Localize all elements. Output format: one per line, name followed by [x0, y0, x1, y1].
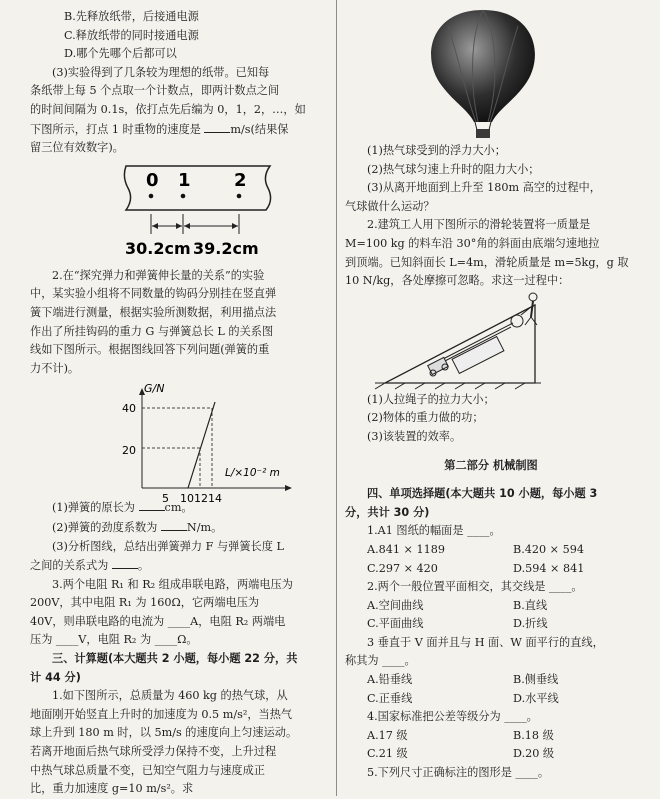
calc-1: 比，重力加速度 g=10 m/s²。求: [30, 782, 194, 796]
calc-1: 若离开地面后热气球所受浮力保持不变，上升过程: [30, 745, 277, 759]
section-3-title-b: 计 44 分): [30, 670, 81, 684]
mc-3b: 称其为 ____。: [345, 654, 416, 668]
left-column: [30, 8, 330, 799]
calc-1: 中热气球总质量不变，已知空气阻力与速度成正: [30, 763, 265, 777]
tape-dot-0: [149, 193, 154, 198]
column-divider: [336, 0, 337, 796]
mc-2: 2.两个一般位置平面相交，其交线是 ____。: [367, 580, 583, 594]
calc-2: 到顶端。已知斜面长 L=4m，滑轮质量是 m=5kg，g 取: [345, 255, 629, 269]
q2-line: 力不计)。: [30, 361, 80, 375]
calc-2: 10 N/kg，各处摩擦可忽略。求这一过程中：: [345, 274, 570, 288]
balloon-q3: (3)从离开地面到上升至 180m 高空的过程中，: [367, 181, 601, 195]
balloon-q1: (1)热气球受到的浮力大小；: [367, 144, 506, 157]
tape-dot-1: [181, 193, 186, 198]
question-2: [30, 267, 330, 379]
option-c: C.释放纸带的同时接通电源: [64, 28, 199, 42]
calc-2: 2.建筑工人用下图所示的滑轮装置将一质量是: [367, 218, 591, 232]
q2-line: 作出了所挂钩码的重力 G 与弹簧总长 L 的关系图: [30, 324, 274, 338]
pulley-q2: (2)物体的重力做的功；: [367, 411, 484, 425]
pulley-q3: (3)该装置的效率。: [367, 429, 462, 443]
q3-line3: 的时间间隔为 0.1s，依打点先后编为 0，1，2，…，如: [30, 102, 306, 116]
q3-circuit: 压为 ____V，电阻 R₂ 为 ____Ω。: [30, 633, 198, 647]
part-2-title: 第二部分 机械制图: [444, 458, 538, 472]
balloon-q3b: 气球做什么运动？: [345, 199, 435, 213]
answer-1: (1)弹簧的原长为 cm。: [30, 498, 330, 518]
graph-y40: 40: [122, 402, 136, 416]
tape-dot-2: [237, 193, 242, 198]
tape-label-2: 2: [234, 169, 247, 191]
graph-x10: 10: [180, 492, 194, 506]
mc-1-options: C.297 × 420 D.594 × 841: [367, 561, 585, 575]
mc-4: 4.国家标准把公差等级分为 ____。: [367, 710, 538, 724]
graph-x12: 12: [194, 492, 208, 506]
mc-1: 1.A1 图纸的幅面是 ____。: [367, 524, 501, 538]
mc-3-options: C.正垂线 D.水平线: [367, 691, 559, 705]
q2-line: 2.在“探究弹力和弹簧伸长量的关系”的实验: [52, 268, 265, 282]
q3-line2: 条纸带上每 5 个点取一个计数点，即两计数点之间: [30, 84, 280, 98]
q2-line: 线如下图所示。根据图线回答下列问题(弹簧的重: [30, 343, 270, 357]
q3-circuit: 40V，则串联电路的电流为 ____A，电阻 R₂ 两端电: [30, 614, 286, 628]
q2-line: 簧下端进行测量，根据实验所测数据，利用描点法: [30, 305, 277, 319]
graph-ylabel: G/N: [144, 382, 165, 396]
graph-line: [188, 402, 215, 488]
option-b: B.先释放纸带，后接通电源: [64, 10, 199, 23]
graph-xlabel: L/×10⁻² m: [225, 467, 280, 480]
tape-measure-2: 39.2cm: [193, 238, 259, 258]
mc-2-options: A.空间曲线 B.直线: [367, 598, 548, 612]
tape-measure-1: 30.2cm: [125, 238, 191, 258]
mc-4-options: C.21 级 D.20 级: [367, 747, 555, 761]
section-4-title-b: 分，共计 30 分): [345, 505, 430, 519]
spring-graph: [30, 378, 330, 506]
balloon-q2: (2)热气球匀速上升时的阻力大小；: [367, 162, 540, 176]
graph-y20: 20: [122, 444, 136, 458]
mc-4-options: A.17 级 B.18 级: [367, 728, 554, 742]
hot-air-balloon-image: [418, 6, 548, 140]
q3-circuit: 200V，其中电阻 R₁ 为 160Ω，它两端电压为: [30, 596, 260, 610]
mc-5: 5.下列尺寸正确标注的图形是 ____。: [367, 766, 550, 780]
pulley-slope-figure: [345, 291, 637, 391]
calc-1: 球上升到 180 m 时，以 5m/s 的速度向上匀速运动。: [30, 726, 298, 740]
q3-line1: (3)实验得到了几条较为理想的纸带。已知每: [52, 65, 270, 79]
right-column: [345, 142, 637, 783]
tape-label-1: 1: [178, 169, 191, 191]
tape-label-0: 0: [146, 169, 159, 191]
mc-3-options: A.铅垂线 B.侧垂线: [367, 673, 559, 687]
mc-1-options: A.841 × 1189 B.420 × 594: [367, 542, 584, 556]
pulley-q1: (1)人拉绳子的拉力大小；: [367, 392, 495, 406]
answer-2: (2)弹簧的劲度系数为 N/m。: [30, 518, 330, 538]
q2-line: 中，某实验小组将不同数量的钩码分别挂在竖直弹: [30, 287, 277, 301]
q3-line4: 下图所示，打点 1 时重物的速度是 m/s(结果保: [30, 120, 330, 140]
section-3-title: 三、计算题(本大题共 2 小题，每小题 22 分，共: [52, 652, 298, 666]
calc-1: 地面刚开始竖直上升时的加速度为 0.5 m/s²，当热气: [30, 707, 293, 721]
calc-2: M=100 kg 的料车沿 30°角的斜面由底端匀速地拉: [345, 236, 600, 250]
answers-2: [30, 498, 330, 799]
paper-tape-figure: [30, 158, 330, 258]
q3-circuit: 3.两个电阻 R₁ 和 R₂ 组成串联电路，两端电压为: [52, 577, 293, 591]
answer-3b: 之间的关系式为 。: [30, 556, 330, 576]
answer-3: (3)分析图线，总结出弹簧弹力 F 与弹簧长度 L: [52, 539, 284, 553]
mc-2-options: C.平面曲线 D.折线: [367, 617, 548, 631]
option-d: D.哪个先哪个后都可以: [64, 47, 177, 61]
graph-x5: 5: [162, 492, 169, 506]
q3-line5: 留三位有效数字)。: [30, 141, 124, 155]
section-4-title: 四、单项选择题(本大题共 10 小题，每小题 3: [367, 487, 598, 501]
calc-1: 1.如下图所示，总质量为 460 kg 的热气球，从: [52, 689, 288, 703]
mc-3: 3 垂直于 V 面并且与 H 面、W 面平行的直线，: [367, 635, 604, 649]
graph-x14: 14: [208, 492, 222, 506]
